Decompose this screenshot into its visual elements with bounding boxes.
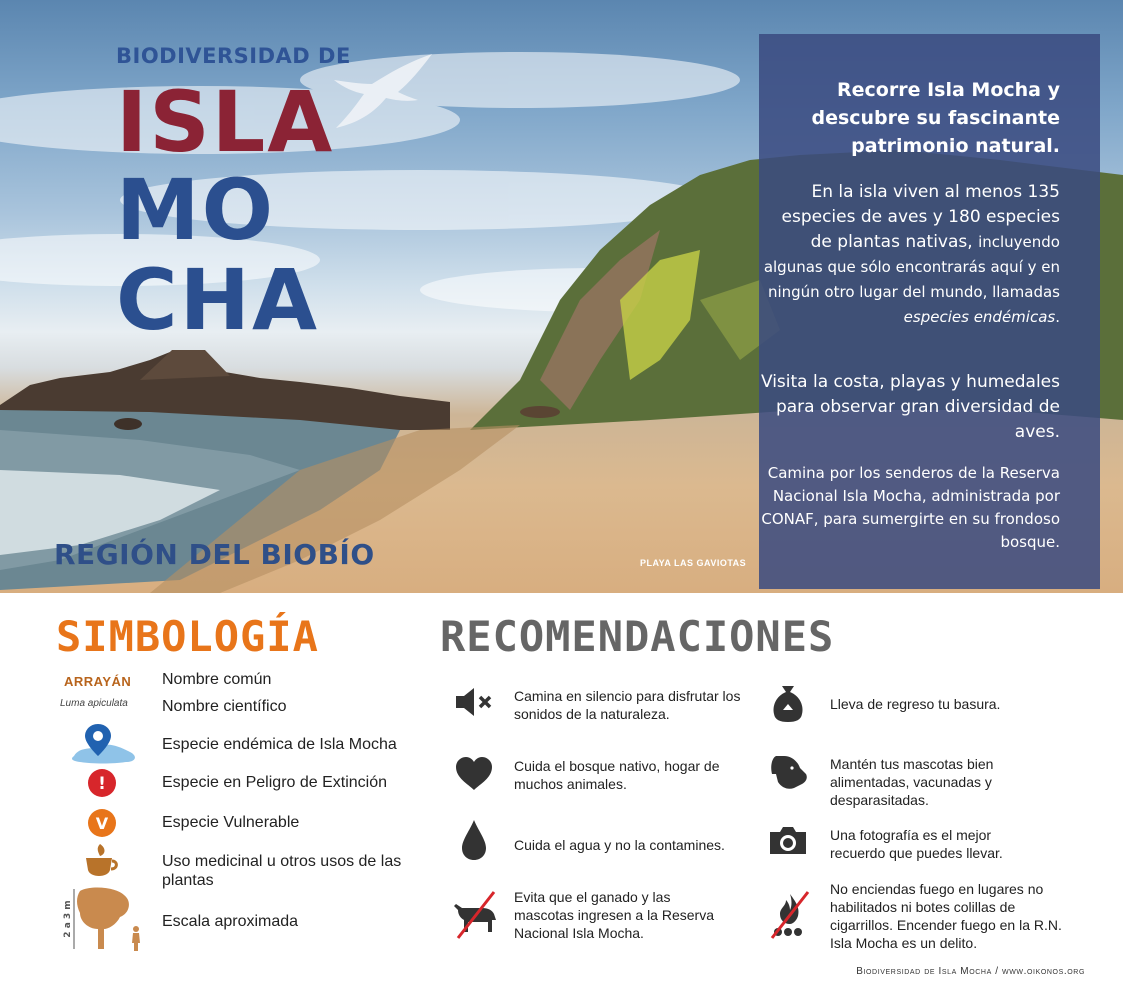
title-isla: ISLA <box>116 73 335 171</box>
info-species-emphasis: especies endémicas <box>903 308 1056 326</box>
region-label: REGIÓN DEL BIOBÍO <box>54 538 375 571</box>
legend-scientific-name: Nombre científico <box>162 698 287 715</box>
rec-pets: Mantén tus mascotas bien alimentadas, vacunadas y desparasitadas. <box>830 756 994 808</box>
trash-bag-icon <box>766 680 810 724</box>
rec-photo: Una fotografía es el mejor recuerdo que puedes llevar. <box>830 827 1003 861</box>
water-drop-icon <box>452 818 496 862</box>
legend-endemic: Especie endémica de Isla Mocha <box>162 736 397 753</box>
legend-common-name: Nombre común <box>162 671 272 688</box>
info-species-rest: incluyendo algunas que sólo encontrarás aquí y en ningún otro lugar del mundo, llamadas <box>763 233 1060 301</box>
endangered-symbol: ! <box>98 774 106 794</box>
mute-speaker-icon <box>452 680 496 724</box>
example-scientific-name: Luma apiculata <box>60 698 128 709</box>
heart-icon <box>452 752 496 796</box>
title-kicker: BIODIVERSIDAD DE <box>116 44 351 68</box>
dog-head-icon <box>766 748 810 792</box>
legend-medicinal: Uso medicinal u otros usos de las plantas <box>162 853 402 889</box>
legend-vulnerable: Especie Vulnerable <box>162 814 300 831</box>
rec-silence: Camina en silencio para disfrutar los sonidos de la naturaleza. <box>514 688 741 722</box>
info-paragraph-trails: Camina por los senderos de la Reserva Nacional Isla Mocha, administrada por CONAF, para sumergirte en su frondoso bosque. <box>761 464 1060 551</box>
info-heading: Recorre Isla Mocha y descubre su fascinante patrimonio natural. <box>811 79 1060 157</box>
camera-icon <box>766 818 810 862</box>
vulnerable-symbol: V <box>95 814 109 833</box>
recomendaciones-heading: RECOMENDACIONES <box>440 612 835 661</box>
rec-forest: Cuida el bosque nativo, hogar de muchos animales. <box>514 758 720 792</box>
info-paragraph-species <box>760 180 1060 330</box>
scale-height-label: 2 a 3 m <box>63 900 73 938</box>
info-species-end: . <box>1055 308 1060 326</box>
no-fire-icon <box>766 888 814 940</box>
legend-endangered: Especie en Peligro de Extinción <box>162 774 388 791</box>
title-cha: CHA <box>116 251 319 349</box>
title-mo: MO <box>116 161 275 259</box>
vulnerable-icon <box>87 808 117 838</box>
info-panel <box>759 34 1100 589</box>
info-paragraph-coast: Visita la costa, playas y humedales para observar gran diversidad de aves. <box>760 372 1060 442</box>
no-cattle-icon <box>452 888 500 940</box>
rec-cattle: Evita que el ganado y las mascotas ingresen a la Reserva Nacional Isla Mocha. <box>514 889 714 941</box>
endangered-icon <box>87 768 117 798</box>
legend-scale: Escala aproximada <box>162 913 299 930</box>
example-common-name: ARRAYÁN <box>64 674 132 689</box>
rec-trash: Lleva de regreso tu basura. <box>830 696 1001 712</box>
info-species-lead: En la isla viven al menos 135 especies de aves y 180 especies de plantas nativas, <box>781 182 1060 252</box>
simbologia-heading: SIMBOLOGÍA <box>56 612 319 661</box>
photo-caption: PLAYA LAS GAVIOTAS <box>640 558 747 568</box>
rec-water: Cuida el agua y no la contamines. <box>514 837 725 853</box>
island-pin-icon <box>70 722 142 766</box>
tree-scale-icon <box>60 885 150 953</box>
tea-cup-icon <box>82 842 120 878</box>
rec-fire: No enciendas fuego en lugares no habilitados ni botes colillas de cigarrillos. Encender fuego en la R.N. Isla Mocha es un delito. <box>830 881 1062 951</box>
footer-credit: Biodiversidad de Isla Mocha / www.oikonos.org <box>856 966 1085 977</box>
